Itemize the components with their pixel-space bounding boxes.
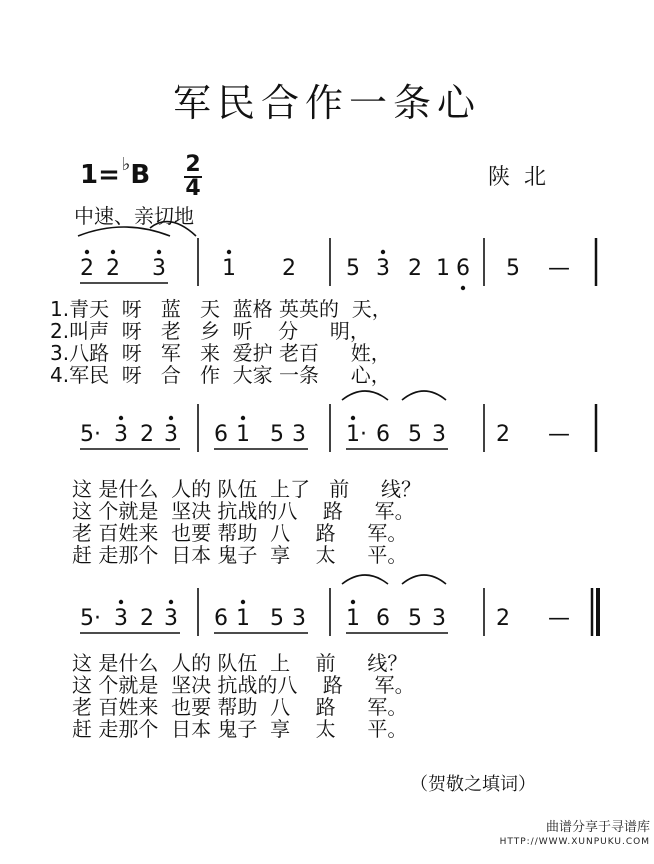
note: 2 [80,256,94,281]
slur [78,227,170,236]
note: 1 [236,422,250,447]
octave-dot-above [227,250,231,254]
watermark-text: 曲谱分享于寻谱库 [545,820,650,835]
watermark [500,820,650,850]
note: 6 [376,422,390,447]
lyric-line: 1.青天 呀 蓝 天 蓝格 英英的 天， [50,297,392,321]
slur [342,391,388,400]
note: — [548,256,570,281]
note: 5 [346,256,360,281]
note: 1 [222,256,236,281]
note: 3 [114,422,128,447]
lyric-line: 这 个就是 坚决 抗战的八 路 军。 [72,499,415,523]
time-signature-top: 2 [185,152,201,177]
octave-dot-above [119,600,123,604]
note: 5· [80,606,101,631]
note: — [548,422,570,447]
note: 6 [376,606,390,631]
lyric-line: 4.军民 呀 合 作 大家 一条 心， [50,363,391,387]
note: 3 [376,256,390,281]
note: 1 [436,256,450,281]
note: 6 [214,422,228,447]
octave-dot-above [351,416,355,420]
tempo-marking: 中速、亲切地 [74,204,194,228]
note: 3 [152,256,166,281]
note: 3 [164,422,178,447]
lyric-line: 2.叫声 呀 老 乡 听 分 明， [50,319,370,343]
note: 3 [114,606,128,631]
note: 2 [496,606,510,631]
key-tonic: B [130,160,151,190]
note: 3 [292,606,306,631]
note: 3 [292,422,306,447]
note: 2 [140,606,154,631]
note: 5 [408,606,422,631]
note: 2 [282,256,296,281]
lyric-line: 这 个就是 坚决 抗战的八 路 军。 [72,673,415,697]
note: 3 [432,606,446,631]
lyric-line: 赶 走那个 日本 鬼子 享 太 平。 [72,543,408,567]
lyric-line: 老 百姓来 也要 帮助 八 路 军。 [72,695,408,719]
flat-sign: ♭ [121,154,131,175]
song-title: 军民合作一条心 [172,81,481,125]
slur [402,391,446,400]
note: 1 [346,606,360,631]
note: 2 [496,422,510,447]
lyric-line: 这 是什么 人的 队伍 上了 前 线？ [72,477,422,501]
octave-dot-above [351,600,355,604]
watermark-url: HTTP://WWW.XUNPUKU.COM [499,837,650,847]
note: 2 [106,256,120,281]
time-signature-bottom: 4 [185,176,201,201]
song-origin: 陕北 [488,165,561,190]
note: 1· [346,422,367,447]
octave-dot-above [169,600,173,604]
note: 2 [408,256,422,281]
octave-dot-below [461,286,465,290]
lyric-line: 赶 走那个 日本 鬼子 享 太 平。 [72,717,408,741]
octave-dot-above [241,416,245,420]
lyricist-credit: （贺敬之填词） [410,774,536,795]
octave-dot-above [111,250,115,254]
lyric-line: 老 百姓来 也要 帮助 八 路 军。 [72,521,408,545]
lyric-line: 这 是什么 人的 队伍 上 前 线？ [72,651,408,675]
lyric-line: 3.八路 呀 军 来 爱护 老百 姓， [50,341,391,365]
slur [150,222,196,236]
slur [402,575,446,584]
key-prefix: 1= [80,160,120,190]
note: 6 [456,256,470,281]
note: 5 [506,256,520,281]
note: — [548,606,570,631]
note: 1 [236,606,250,631]
note: 5 [408,422,422,447]
note: 5· [80,422,101,447]
octave-dot-above [119,416,123,420]
note: 3 [164,606,178,631]
octave-dot-above [169,416,173,420]
note: 5 [270,422,284,447]
octave-dot-above [381,250,385,254]
note: 6 [214,606,228,631]
note: 5 [270,606,284,631]
slur [342,575,388,584]
octave-dot-above [157,250,161,254]
note: 3 [432,422,446,447]
octave-dot-above [85,250,89,254]
octave-dot-above [241,600,245,604]
note: 2 [140,422,154,447]
